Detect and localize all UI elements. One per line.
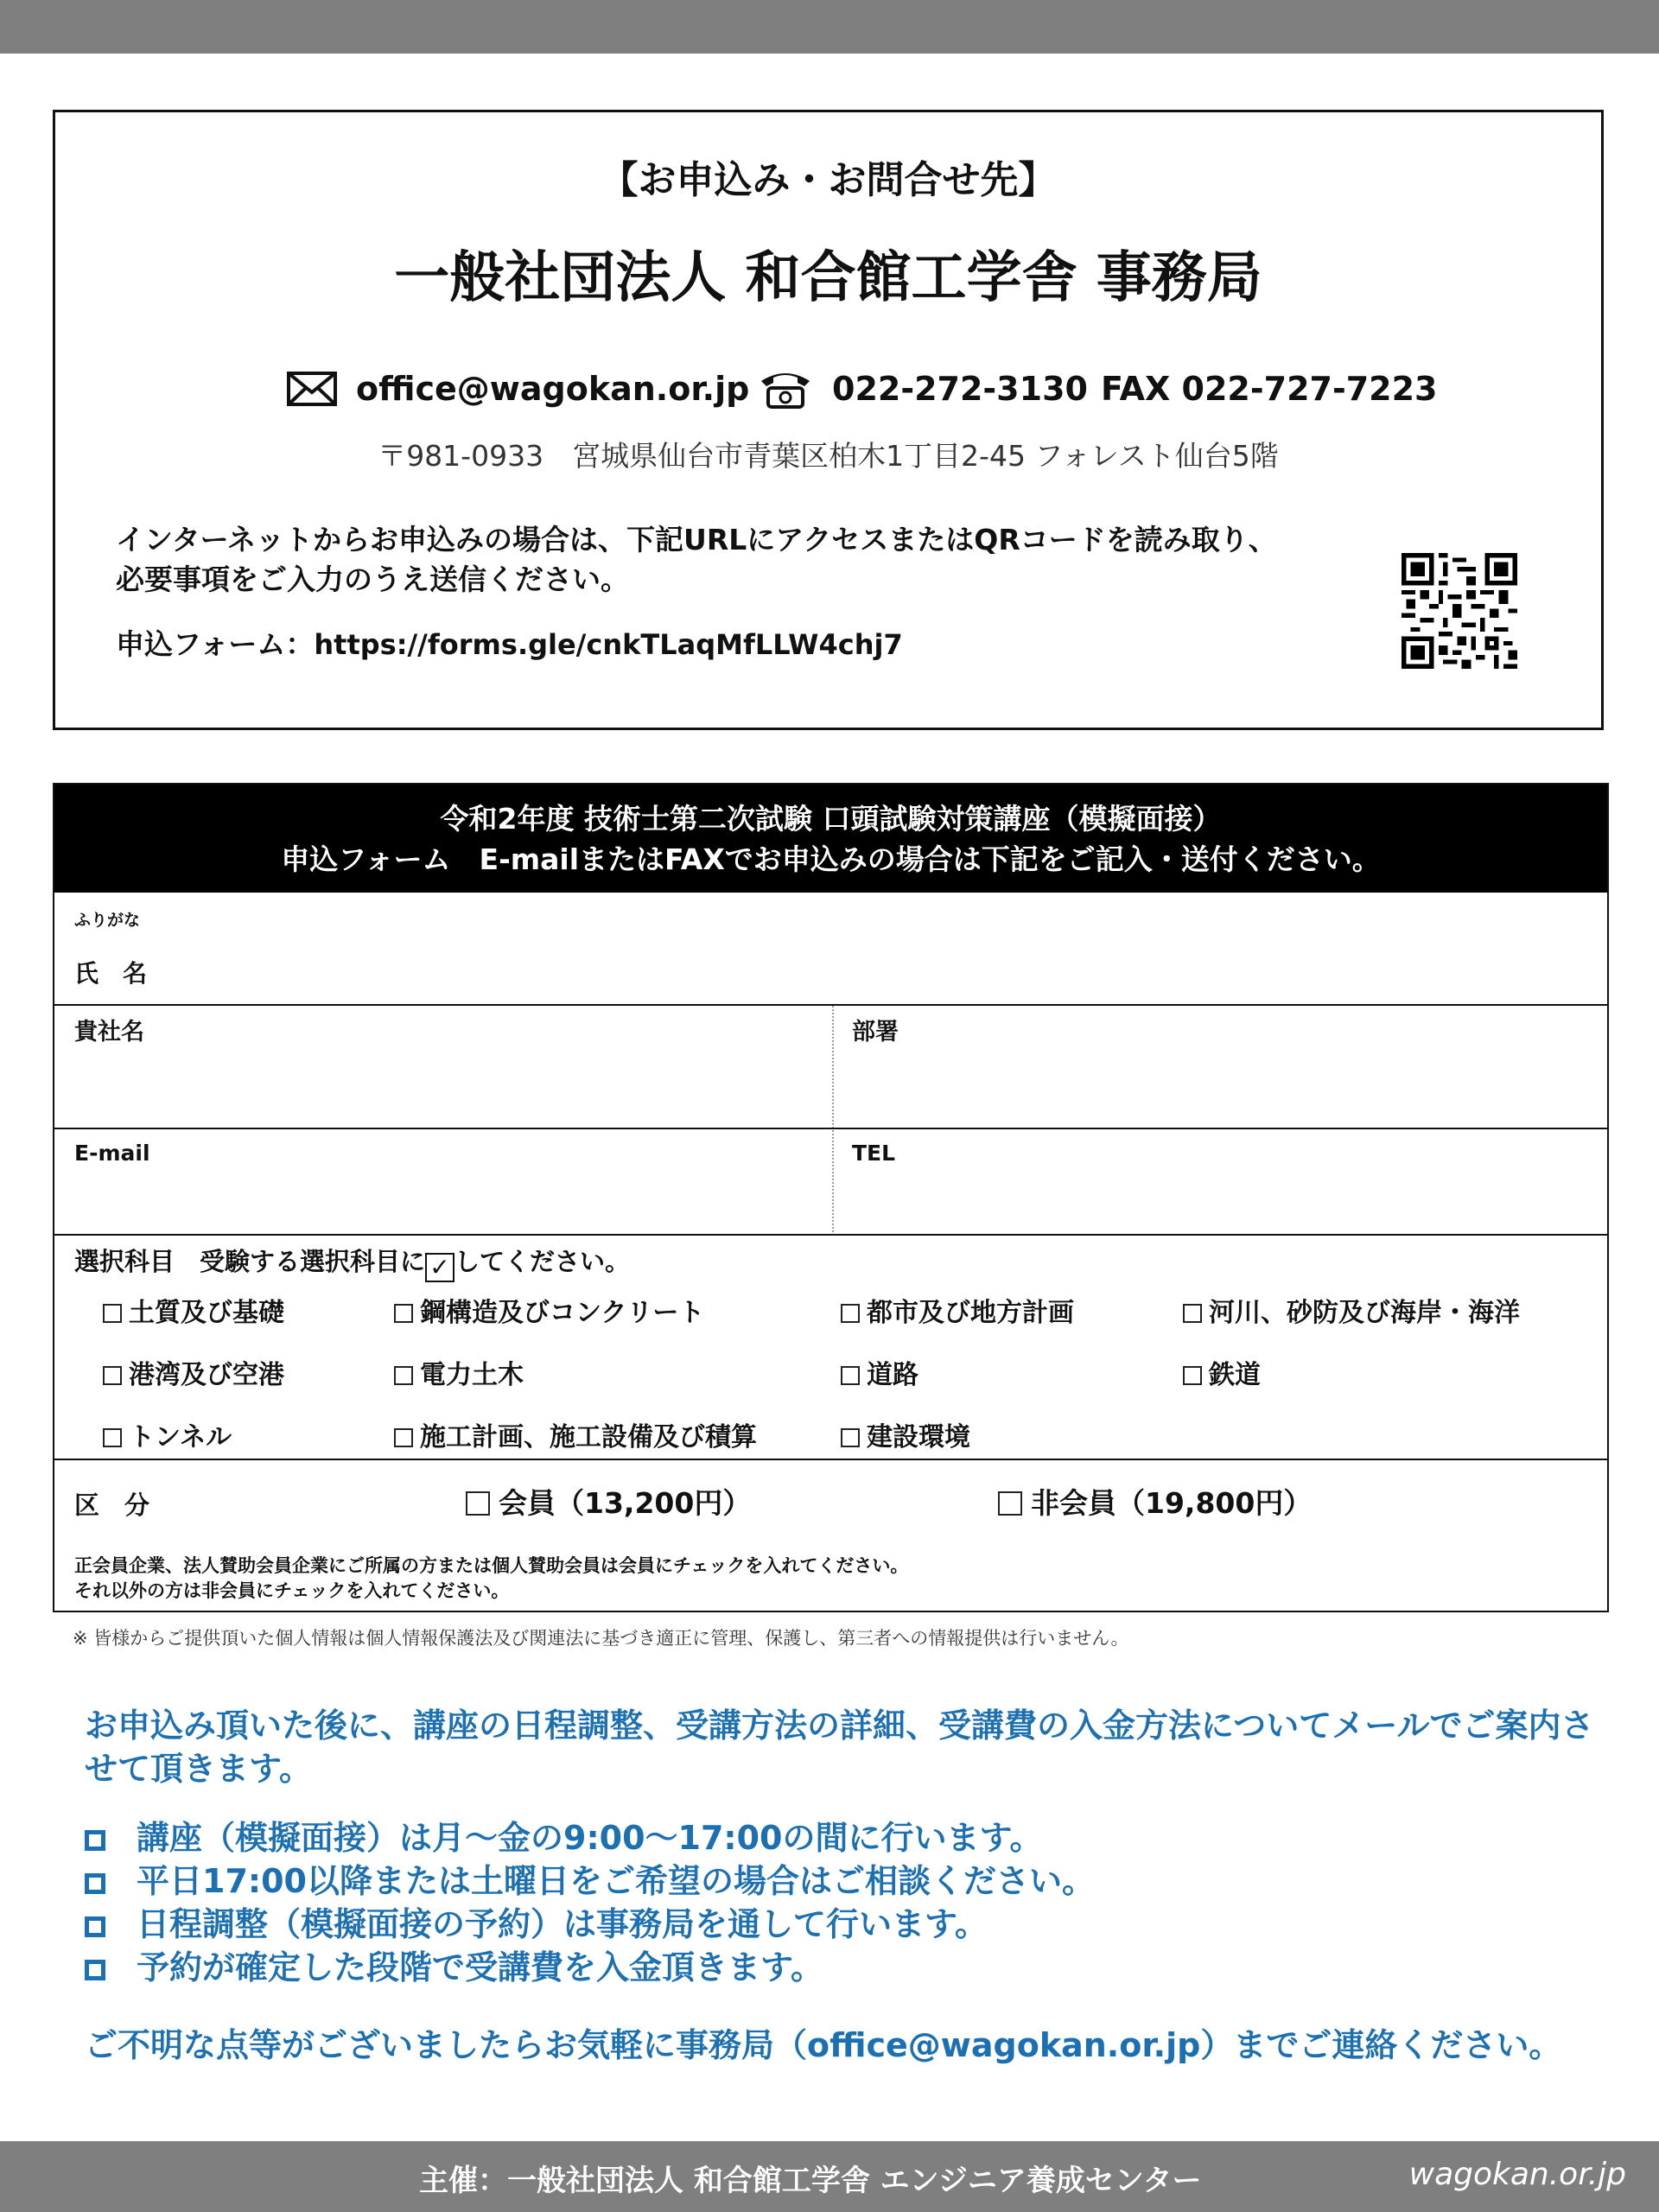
subject-checkbox[interactable]: 道路 <box>841 1353 918 1391</box>
qr-code-icon[interactable] <box>1402 553 1517 669</box>
contact-title: 【お申込み・お問合せ先】 <box>600 158 1057 202</box>
checkbox-icon <box>841 1304 860 1323</box>
contact-box <box>53 110 1604 730</box>
footer-url[interactable]: wagokan.or.jp <box>1408 2157 1626 2192</box>
checkmark-icon: ✓ <box>425 1253 454 1282</box>
subjects-instruction <box>74 1243 630 1282</box>
checkbox-icon <box>394 1366 413 1385</box>
internet-line-2: 必要事項をご入力のうえ送信ください。 <box>116 563 629 596</box>
subject-checkbox[interactable]: 鉄道 <box>1183 1353 1261 1391</box>
footer-host: 主催：一般社団法人 和合館工学舎 エンジニア養成センター <box>419 2164 1202 2198</box>
name-label: 氏 名 <box>74 959 148 988</box>
form-link-label: 申込フォーム： <box>116 627 315 661</box>
checkbox-icon <box>1183 1366 1202 1385</box>
form-header-line-1: 令和2年度 技術士第二次試験 口頭試験対策講座（模擬面接） <box>440 802 1222 836</box>
form-header <box>54 785 1607 893</box>
membership-notes <box>74 1554 908 1604</box>
top-bar <box>0 0 1659 54</box>
subject-checkbox[interactable]: トンネル <box>103 1415 232 1453</box>
checkbox-icon <box>103 1428 122 1447</box>
checkbox-icon <box>841 1366 860 1385</box>
internet-instructions <box>116 520 1395 600</box>
nonmember-option[interactable]: 非会員（19,800円） <box>998 1481 1312 1522</box>
email-row <box>287 363 749 415</box>
list-item: 平日17:00以降または土曜日をご希望の場合はご相談ください。 <box>85 1859 1095 1903</box>
telephone-icon <box>758 367 813 410</box>
checkbox-icon <box>394 1428 413 1447</box>
envelope-icon <box>287 372 337 406</box>
email-label: E-mail <box>74 1141 150 1166</box>
category-label: 区 分 <box>74 1491 150 1520</box>
tel-row <box>758 363 1088 415</box>
list-item: 講座（模擬面接）は月～金の9:00～17:00の間に行います。 <box>85 1816 1095 1859</box>
subjects-prefix: 選択科目 受験する選択科目に <box>74 1247 426 1276</box>
checkbox-icon <box>998 1491 1022 1516</box>
address: 〒981-0933 宮城県仙台市青葉区柏木1丁目2-45 フォレスト仙台5階 <box>378 439 1279 473</box>
subject-checkbox[interactable]: 土質及び基礎 <box>103 1291 284 1329</box>
department-label: 部署 <box>852 1019 899 1046</box>
membership-note-1: 正会員企業、法人賛助会員企業にご所属の方または個人賛助会員は会員にチェックを入れてください。 <box>74 1555 909 1576</box>
footer-bar <box>0 2141 1659 2212</box>
info-closing: ご不明な点等がございましたらお気軽に事務局（office@wagokan.or.jp）までご連絡ください。 <box>85 2026 1562 2064</box>
checkbox-icon <box>841 1428 860 1447</box>
checkbox-icon <box>1183 1304 1202 1323</box>
subject-checkbox[interactable]: 河川、砂防及び海岸・海洋 <box>1183 1291 1520 1329</box>
fax-row <box>1101 363 1437 415</box>
membership-note-2: それ以外の方は非会員にチェックを入れてください。 <box>74 1580 510 1601</box>
form-link-row <box>116 622 903 663</box>
checkbox-icon <box>103 1366 122 1385</box>
square-bullet-icon <box>85 1830 105 1851</box>
form-header-line-2: 申込フォーム E-mailまたはFAXでお申込みの場合は下記をご記入・送付ください。 <box>281 842 1381 876</box>
checkbox-icon <box>103 1304 122 1323</box>
contact-email[interactable]: office@wagokan.or.jp <box>356 370 750 408</box>
subject-checkbox[interactable]: 都市及び地方計画 <box>841 1291 1074 1329</box>
subject-checkbox[interactable]: 港湾及び空港 <box>103 1353 284 1391</box>
member-option[interactable]: 会員（13,200円） <box>466 1481 751 1522</box>
square-bullet-icon <box>85 1916 105 1937</box>
checkbox-icon <box>466 1491 490 1516</box>
application-form <box>53 783 1609 1612</box>
subject-checkbox[interactable]: 施工計画、施工設備及び積算 <box>394 1415 757 1453</box>
company-label: 貴社名 <box>74 1019 144 1046</box>
info-intro: お申込み頂いた後に、講座の日程調整、受講方法の詳細、受講費の入金方法についてメールでご案内させて頂きます。 <box>85 1707 1594 1788</box>
info-list <box>85 1816 1095 1989</box>
subject-checkbox[interactable]: 電力土木 <box>394 1353 524 1391</box>
list-item: 予約が確定した段階で受講費を入金頂きます。 <box>85 1946 1095 1989</box>
subject-checkbox[interactable]: 鋼構造及びコンクリート <box>394 1291 704 1329</box>
internet-line-1: インターネットからお申込みの場合は、下記URLにアクセスまたはQRコードを読み取り、 <box>116 523 1277 556</box>
privacy-notice: ※ 皆様からご提供頂いた個人情報は個人情報保護法及び関連法に基づき適正に管理、保護し、第三者への情報提供は行いません。 <box>73 1628 1129 1649</box>
square-bullet-icon <box>85 1960 105 1980</box>
tel-label: TEL <box>852 1141 896 1166</box>
square-bullet-icon <box>85 1873 105 1894</box>
list-item: 日程調整（模擬面接の予約）は事務局を通して行います。 <box>85 1903 1095 1946</box>
contact-fax: FAX 022-727-7223 <box>1101 370 1438 408</box>
furigana-label: ふりがな <box>74 911 141 930</box>
form-link-url[interactable]: https://forms.gle/cnkTLaqMfLLW4chj7 <box>314 628 903 661</box>
organization-name: 一般社団法人 和合館工学舎 事務局 <box>394 246 1262 310</box>
checkbox-icon <box>394 1304 413 1323</box>
subject-checkbox[interactable]: 建設環境 <box>841 1415 970 1453</box>
contact-tel[interactable]: 022-272-3130 <box>832 370 1088 408</box>
subjects-suffix: してください。 <box>454 1247 631 1276</box>
